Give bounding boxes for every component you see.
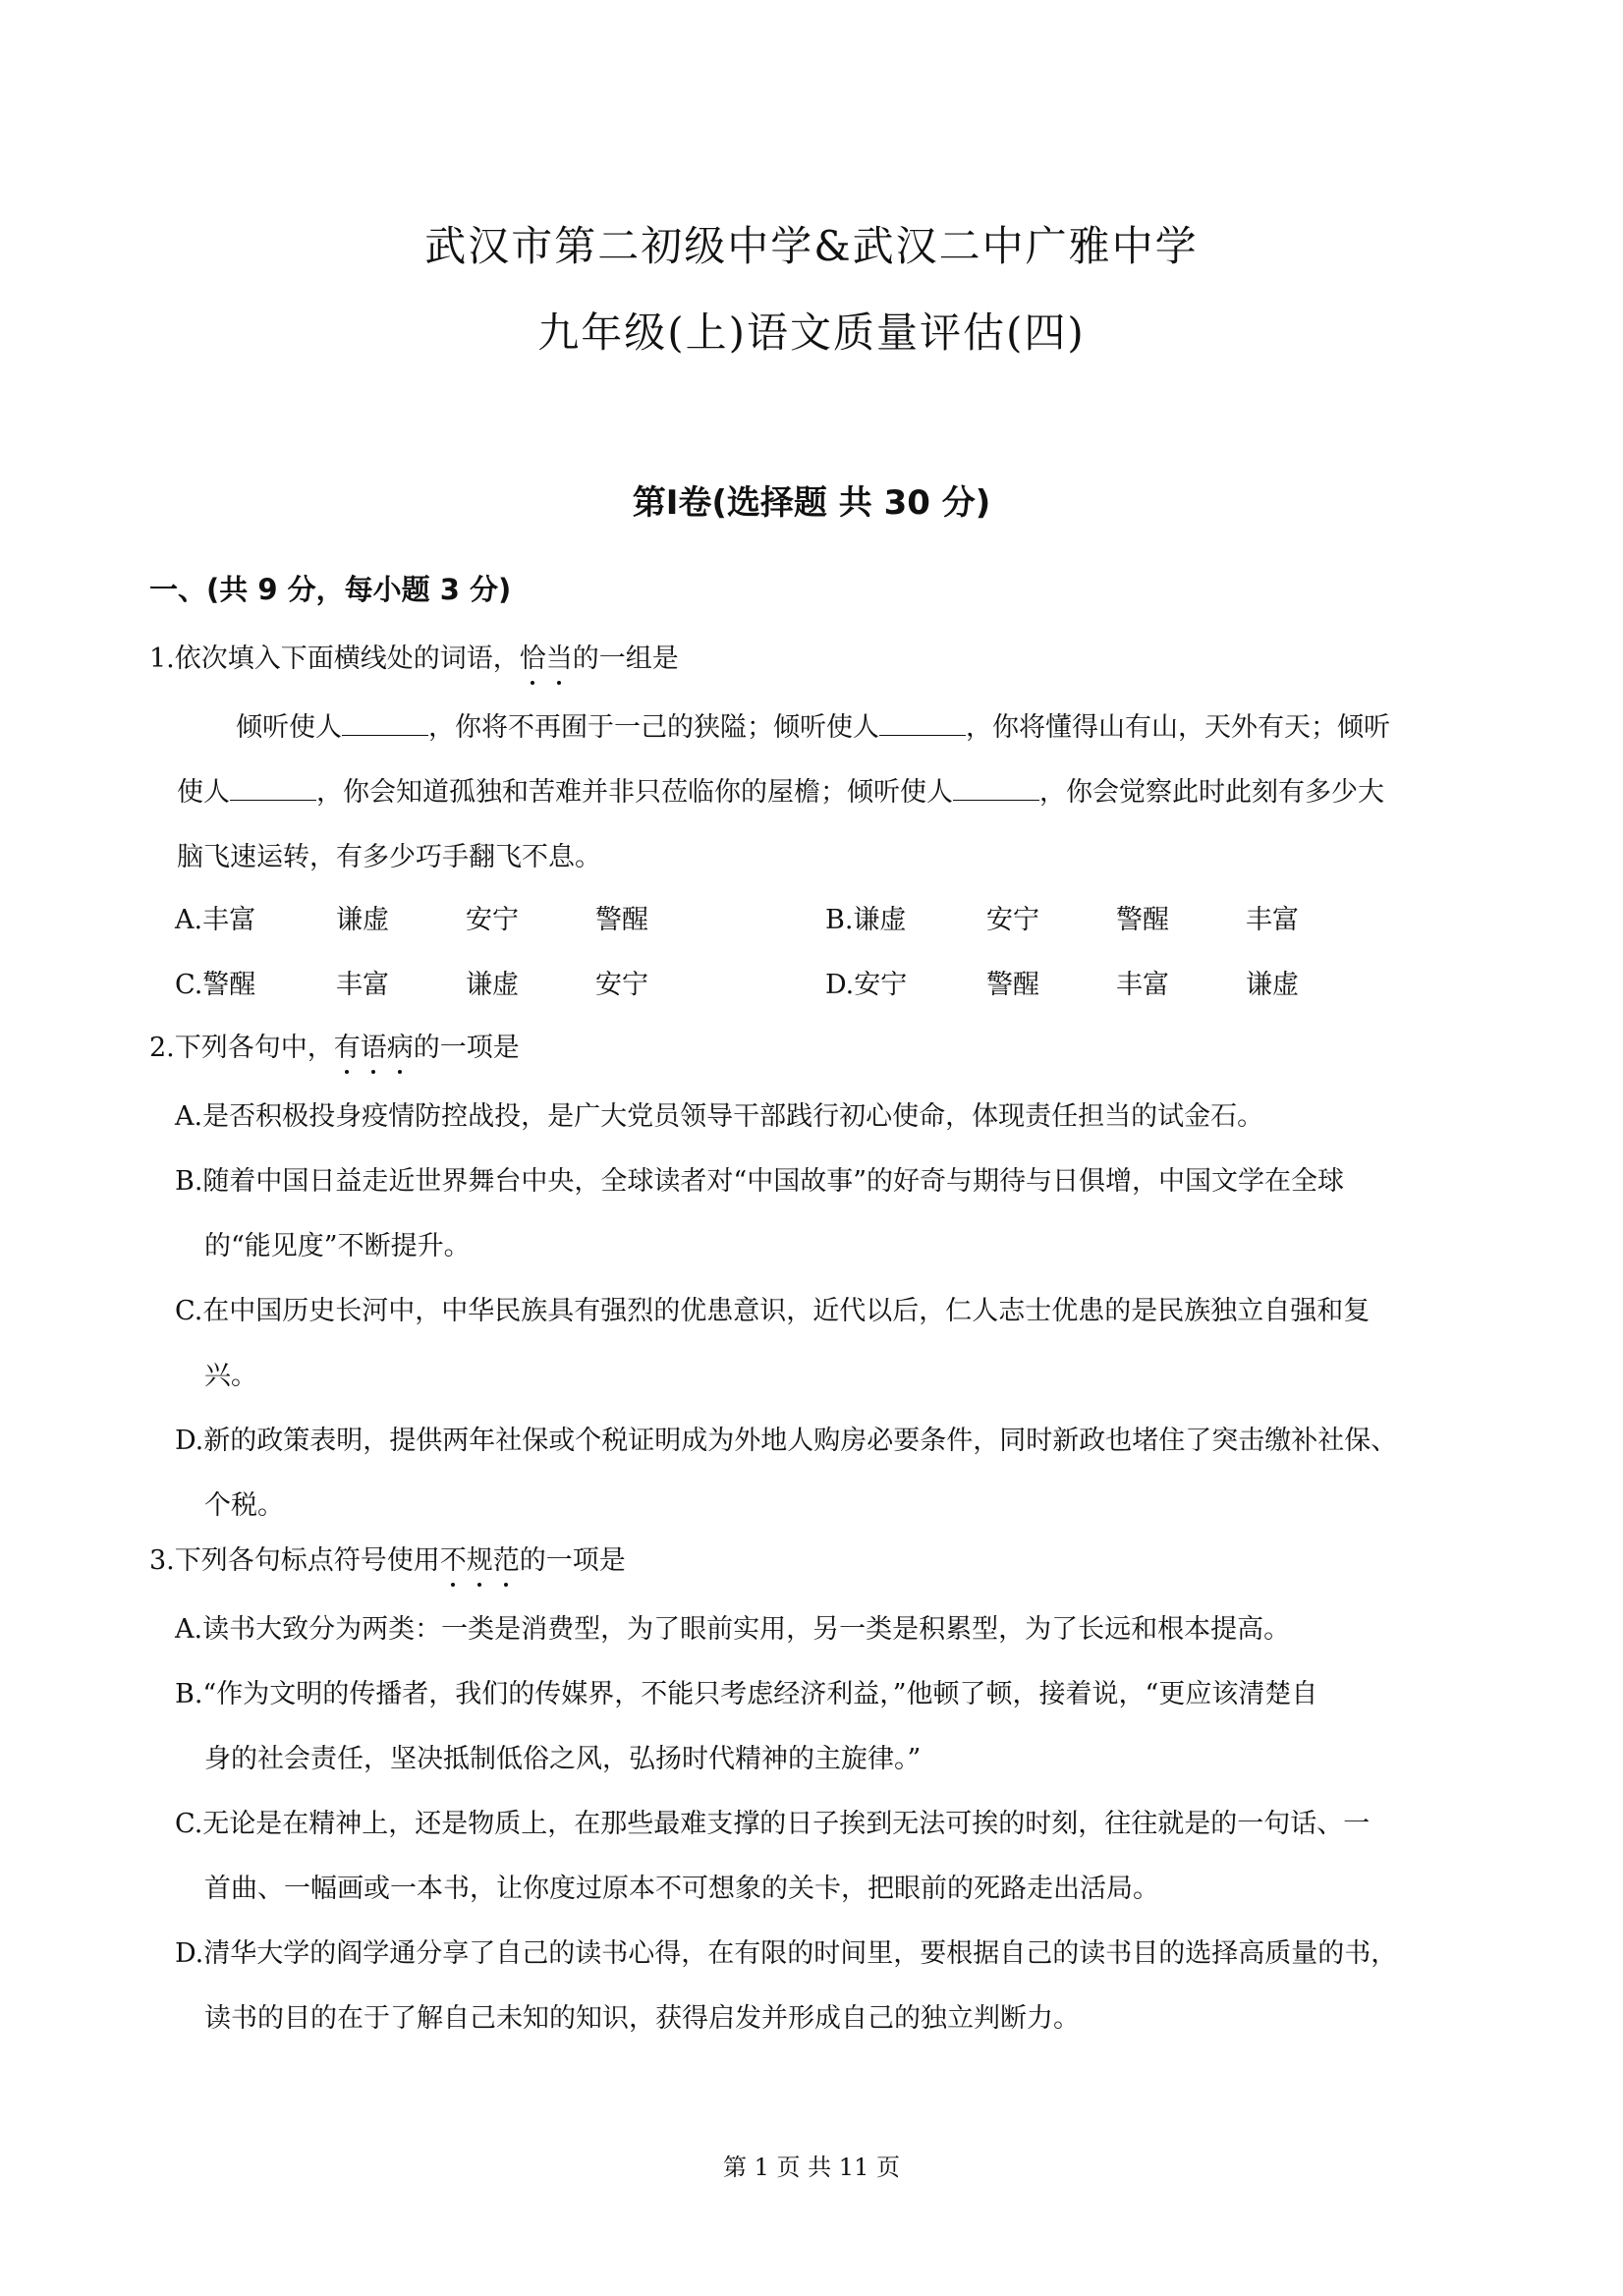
- q3-option-c-line-1: C.无论是在精神上，还是物质上，在那些最难支撑的日子挨到无法可挨的时刻，往往就是的一句话、一: [175, 1809, 1371, 1839]
- q1-option-c-word-2: 丰富: [336, 970, 389, 1000]
- q3-option-d-line-1: D.清华大学的阎学通分享了自己的读书心得，在有限的时间里，要根据自己的读书目的选择高质量的书，: [175, 1938, 1398, 1969]
- q2-option-c-line-2: 兴。: [204, 1361, 257, 1391]
- question-1-passage-line-3: 脑飞速运转，有多少巧手翻飞不息。: [177, 842, 601, 872]
- q3-option-b-line-2: 身的社会责任，坚决抵制低俗之风，弘扬时代精神的主旋律。”: [204, 1744, 922, 1774]
- q1-option-c-word-3: 谦虚: [466, 970, 519, 1000]
- section-title: 第Ⅰ卷(选择题 共 30 分): [632, 483, 991, 523]
- stem-text: 2.下列各句中，: [149, 1033, 334, 1063]
- q1-option-d-word-1: D.安宁: [825, 970, 908, 1000]
- q1-option-b-word-2: 安宁: [986, 905, 1039, 935]
- stem-text: 的一项是: [413, 1033, 520, 1063]
- stem-text: 1.依次填入下面横线处的词语，: [149, 644, 520, 674]
- question-2-stem: [149, 1026, 520, 1064]
- q1-option-d-word-4: 谦虚: [1246, 970, 1299, 1000]
- blank-line: [953, 776, 1039, 801]
- q1-option-a-word-4: 警醒: [595, 905, 648, 935]
- stem-text: 的一组是: [572, 644, 679, 674]
- blank-line: [342, 711, 428, 736]
- q1-option-a-word-2: 谦虚: [336, 905, 389, 935]
- passage-text: ，你将懂得山有山，天外有天；倾听: [966, 712, 1390, 743]
- question-1-passage-line-2: [177, 770, 1384, 809]
- q2-option-d-line-1: D.新的政策表明，提供两年社保或个税证明成为外地人购房必要条件，同时新政也堵住了突击缴补社保、: [175, 1426, 1398, 1456]
- emphasis-char: 范: [493, 1539, 520, 1577]
- part-heading: 一、(共 9 分，每小题 3 分): [149, 573, 512, 606]
- q1-option-b-word-1: B.谦虚: [825, 905, 907, 935]
- passage-text: 使人: [177, 777, 230, 808]
- q1-option-a-word-3: 安宁: [466, 905, 519, 935]
- emphasis-char: 规: [467, 1539, 493, 1577]
- emphasis-char: 语: [361, 1026, 387, 1064]
- question-3-stem: [149, 1539, 626, 1577]
- passage-text: ，你会觉察此时此刻有多少大: [1039, 777, 1384, 808]
- q2-option-d-line-2: 个税。: [204, 1490, 284, 1521]
- q3-option-b-line-1: B.“作为文明的传播者，我们的传媒界，不能只考虑经济利益，”他顿了顿，接着说，“更应该清楚自: [175, 1679, 1318, 1709]
- blank-line: [879, 711, 966, 736]
- q3-option-d-line-2: 读书的目的在于了解自己未知的知识，获得启发并形成自己的独立判断力。: [204, 2003, 1080, 2034]
- emphasis-char: 当: [546, 637, 573, 675]
- q2-option-c-line-1: C.在中国历史长河中，中华民族具有强烈的优患意识，近代以后，仁人志士优患的是民族独立自强和复: [175, 1296, 1371, 1326]
- q1-option-a-word-1: A.丰富: [175, 905, 256, 935]
- q3-option-a: A.读书大致分为两类：一类是消费型，为了眼前实用，另一类是积累型，为了长远和根本提高。: [175, 1614, 1291, 1645]
- passage-text: ，你将不再囿于一己的狭隘；倾听使人: [428, 712, 879, 743]
- q2-option-a: A.是否积极投身疫情防控战投，是广大党员领导干部践行初心使命，体现责任担当的试金石。: [175, 1101, 1264, 1132]
- passage-text: ，你会知道孤独和苦难并非只莅临你的屋檐；倾听使人: [316, 777, 953, 808]
- question-1-stem: [149, 637, 679, 675]
- q3-option-c-line-2: 首曲、一幅画或一本书，让你度过原本不可想象的关卡，把眼前的死路走出活局。: [204, 1874, 1159, 1904]
- emphasis-char: 有: [334, 1026, 361, 1064]
- blank-line: [230, 776, 316, 801]
- page-number: 第 1 页 共 11 页: [723, 2154, 900, 2181]
- q2-option-b-line-1: B.随着中国日益走近世界舞台中央，全球读者对“中国故事”的好奇与期待与日俱增，中国文学在全球: [175, 1166, 1345, 1197]
- question-1-passage-line-1: [236, 705, 1390, 744]
- passage-text: 倾听使人: [236, 712, 342, 743]
- exam-title-subject: 九年级(上)语文质量评估(四): [537, 308, 1086, 357]
- q1-option-b-word-4: 丰富: [1246, 905, 1299, 935]
- stem-text: 3.下列各句标点符号使用: [149, 1545, 440, 1576]
- q1-option-b-word-3: 警醒: [1116, 905, 1169, 935]
- q1-option-c-word-1: C.警醒: [175, 970, 256, 1000]
- exam-title-school: 武汉市第二初级中学&武汉二中广雅中学: [424, 222, 1199, 270]
- emphasis-char: 病: [387, 1026, 414, 1064]
- q2-option-b-line-2: 的“能见度”不断提升。: [204, 1231, 471, 1261]
- q1-option-c-word-4: 安宁: [595, 970, 648, 1000]
- emphasis-char: 恰: [520, 637, 546, 675]
- q1-option-d-word-2: 警醒: [986, 970, 1039, 1000]
- q1-option-d-word-3: 丰富: [1116, 970, 1169, 1000]
- emphasis-char: 不: [440, 1539, 467, 1577]
- stem-text: 的一项是: [519, 1545, 626, 1576]
